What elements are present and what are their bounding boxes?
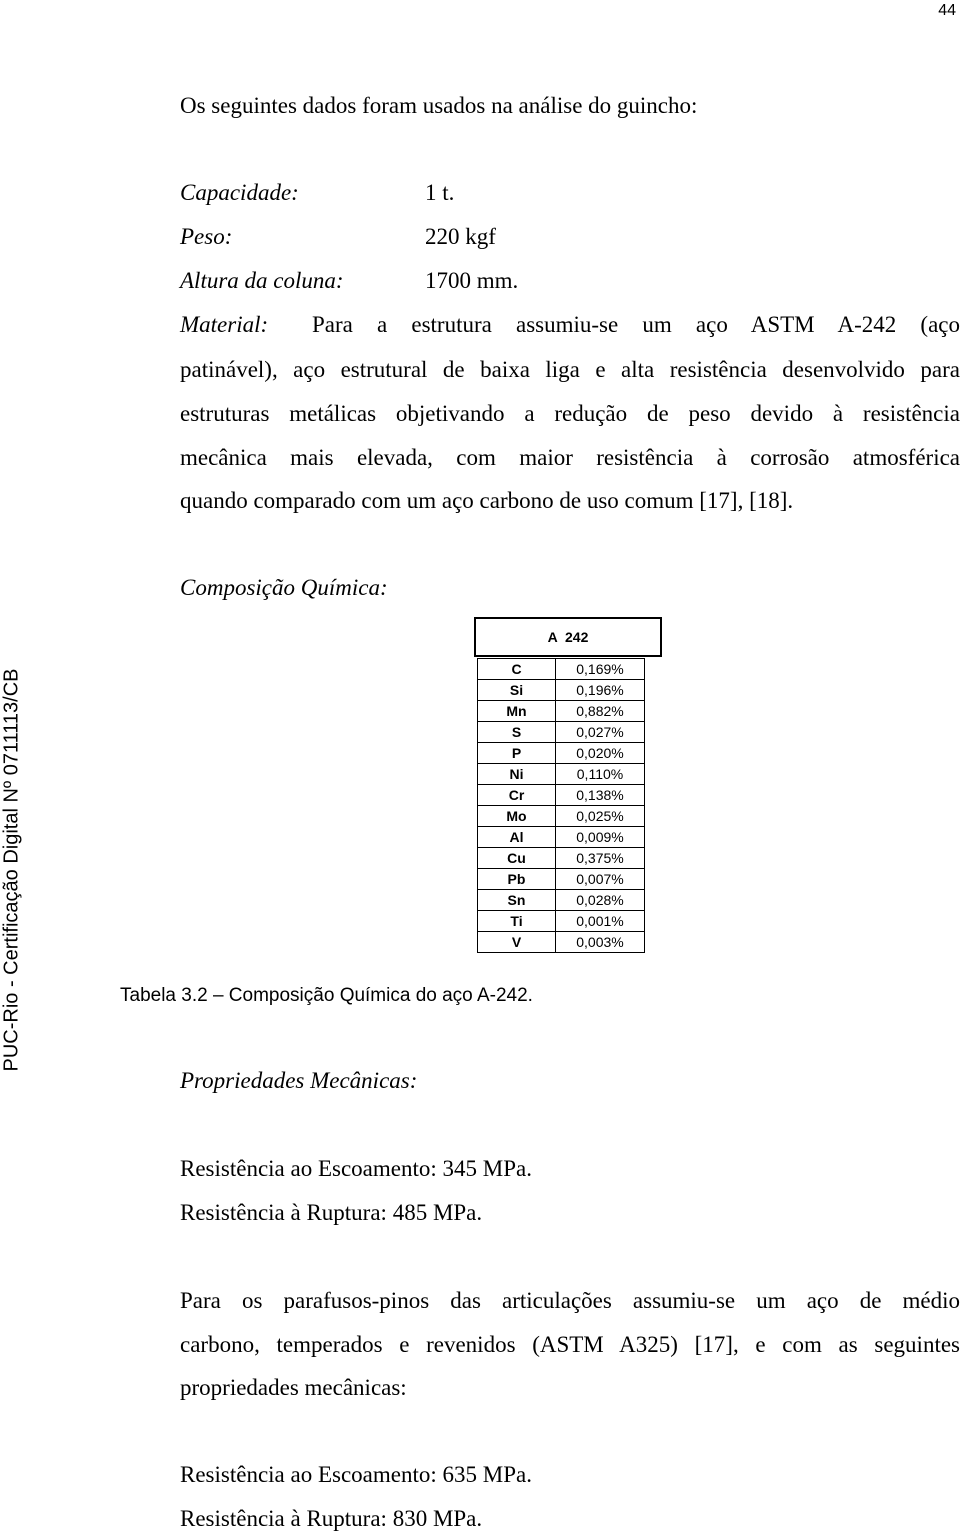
yield-strength: Resistência ao Escoamento: 345 MPa.: [180, 1156, 532, 1181]
composition-table: [477, 658, 645, 953]
element-percent: 0,007%: [556, 869, 645, 890]
capacity-label: Capacidade:: [180, 180, 299, 205]
element-symbol: P: [478, 743, 556, 764]
table-row: [478, 806, 645, 827]
composition-heading: Composição Química:: [180, 575, 388, 600]
element-percent: 0,009%: [556, 827, 645, 848]
element-percent: 0,882%: [556, 701, 645, 722]
element-symbol: Cr: [478, 785, 556, 806]
element-percent: 0,375%: [556, 848, 645, 869]
table-row: [478, 722, 645, 743]
capacity-value: 1 t.: [425, 180, 455, 205]
element-percent: 0,025%: [556, 806, 645, 827]
element-percent: 0,169%: [556, 659, 645, 680]
pins-line-1: Para os parafusos-pinos das articulações assumiu-se um aço de médio: [180, 1288, 960, 1313]
element-symbol: Pb: [478, 869, 556, 890]
table-row: [478, 890, 645, 911]
weight-label: Peso:: [180, 224, 233, 249]
table-row: [478, 932, 645, 953]
element-percent: 0,110%: [556, 764, 645, 785]
element-symbol: S: [478, 722, 556, 743]
element-symbol: Ni: [478, 764, 556, 785]
page-number: 44: [938, 2, 956, 19]
table-row: [478, 680, 645, 701]
intro-text: Os seguintes dados foram usados na análise do guincho:: [180, 93, 698, 118]
element-symbol: Mn: [478, 701, 556, 722]
element-symbol: Sn: [478, 890, 556, 911]
table-row: [478, 785, 645, 806]
table-row: [478, 869, 645, 890]
table-row: [478, 659, 645, 680]
element-percent: 0,196%: [556, 680, 645, 701]
pins-yield-strength: Resistência ao Escoamento: 635 MPa.: [180, 1462, 532, 1487]
height-label: Altura da coluna:: [180, 268, 344, 293]
table-caption: Tabela 3.2 – Composição Química do aço A-242.: [120, 985, 533, 1006]
table-header: [474, 617, 662, 657]
material-line-4: mecânica mais elevada, com maior resistência à corrosão atmosférica: [180, 445, 960, 470]
element-symbol: V: [478, 932, 556, 953]
pins-line-3: propriedades mecânicas:: [180, 1375, 407, 1400]
table-row: [478, 743, 645, 764]
material-label: Material:: [180, 312, 269, 337]
element-percent: 0,001%: [556, 911, 645, 932]
height-value: 1700 mm.: [425, 268, 519, 293]
table-header-label: A 242: [547, 629, 589, 645]
mechanical-heading: Propriedades Mecânicas:: [180, 1068, 418, 1093]
element-symbol: Cu: [478, 848, 556, 869]
element-symbol: Al: [478, 827, 556, 848]
element-symbol: Ti: [478, 911, 556, 932]
pins-line-2: carbono, temperados e revenidos (ASTM A325) [17], e com as seguintes: [180, 1332, 960, 1357]
pins-rupture-strength: Resistência à Ruptura: 830 MPa.: [180, 1506, 483, 1531]
table-row: [478, 911, 645, 932]
material-line-1: Para a estrutura assumiu-se um aço ASTM A-242 (aço: [312, 312, 960, 337]
table-row: [478, 701, 645, 722]
element-percent: 0,138%: [556, 785, 645, 806]
material-line-5: quando comparado com um aço carbono de uso comum [17], [18].: [180, 488, 794, 513]
material-line-2: patinável), aço estrutural de baixa liga e alta resistência desenvolvido para: [180, 357, 960, 382]
element-symbol: Si: [478, 680, 556, 701]
table-row: [478, 764, 645, 785]
weight-value: 220 kgf: [425, 224, 496, 249]
table-row: [478, 827, 645, 848]
element-percent: 0,003%: [556, 932, 645, 953]
table-row: [478, 848, 645, 869]
material-line-3: estruturas metálicas objetivando a redução de peso devido à resistência: [180, 401, 960, 426]
rupture-strength: Resistência à Ruptura: 485 MPa.: [180, 1200, 483, 1225]
element-symbol: Mo: [478, 806, 556, 827]
element-percent: 0,027%: [556, 722, 645, 743]
element-percent: 0,028%: [556, 890, 645, 911]
element-percent: 0,020%: [556, 743, 645, 764]
certification-stamp: PUC-Rio - Certificação Digital Nº 0711113/CB: [0, 668, 23, 1072]
element-symbol: C: [478, 659, 556, 680]
